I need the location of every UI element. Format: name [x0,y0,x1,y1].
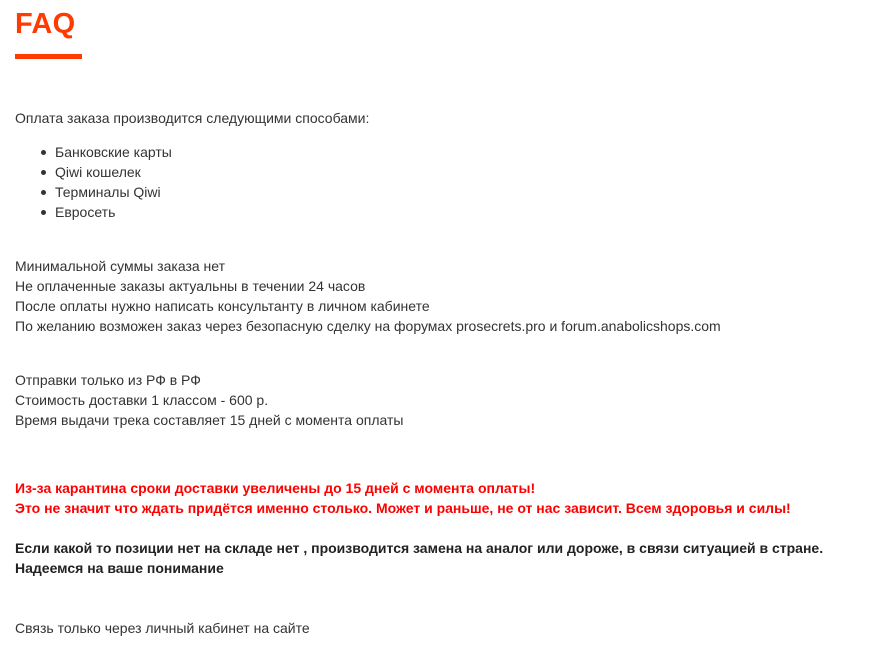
bullet-icon [41,150,46,155]
contact-note: Связь только через личный кабинет на сайте [15,620,310,636]
list-item [15,182,172,202]
payment-method-label: Терминалы Qiwi [55,184,161,200]
page-title: FAQ [15,8,76,40]
payment-method-label: Qiwi кошелек [55,164,141,180]
payment-method-label: Банковские карты [55,144,172,160]
bullet-icon [41,210,46,215]
replacement-notice-line: Надеемся на ваше понимание [15,560,224,576]
order-info-line: По желанию возможен заказ через безопасную сделку на форумах prosecrets.pro и forum.anabolicshops.com [15,318,721,334]
order-info-line: Минимальной суммы заказа нет [15,258,226,274]
shipping-line: Отправки только из РФ в РФ [15,372,201,388]
bullet-icon [41,170,46,175]
list-item [15,202,172,222]
order-info-line: После оплаты нужно написать консультанту в личном кабинете [15,298,430,314]
title-underline [15,54,82,59]
shipping-line: Стоимость доставки 1 классом - 600 р. [15,392,269,408]
payment-methods-list [15,142,172,222]
shipping-line: Время выдачи трека составляет 15 дней с момента оплаты [15,412,404,428]
bullet-icon [41,190,46,195]
payment-intro: Оплата заказа производится следующими способами: [15,110,370,126]
replacement-notice-line: Если какой то позиции нет на складе нет , производится замена на аналог или дороже, в связи ситуацией в стране. [15,540,824,556]
list-item [15,142,172,162]
list-item [15,162,172,182]
order-info-line: Не оплаченные заказы актуальны в течении 24 часов [15,278,366,294]
quarantine-notice-line: Из-за карантина сроки доставки увеличены до 15 дней с момента оплаты! [15,480,536,496]
quarantine-notice-line: Это не значит что ждать придётся именно столько. Может и раньше, не от нас зависит. Всем здоровья и силы! [15,500,791,516]
payment-method-label: Евросеть [55,204,116,220]
